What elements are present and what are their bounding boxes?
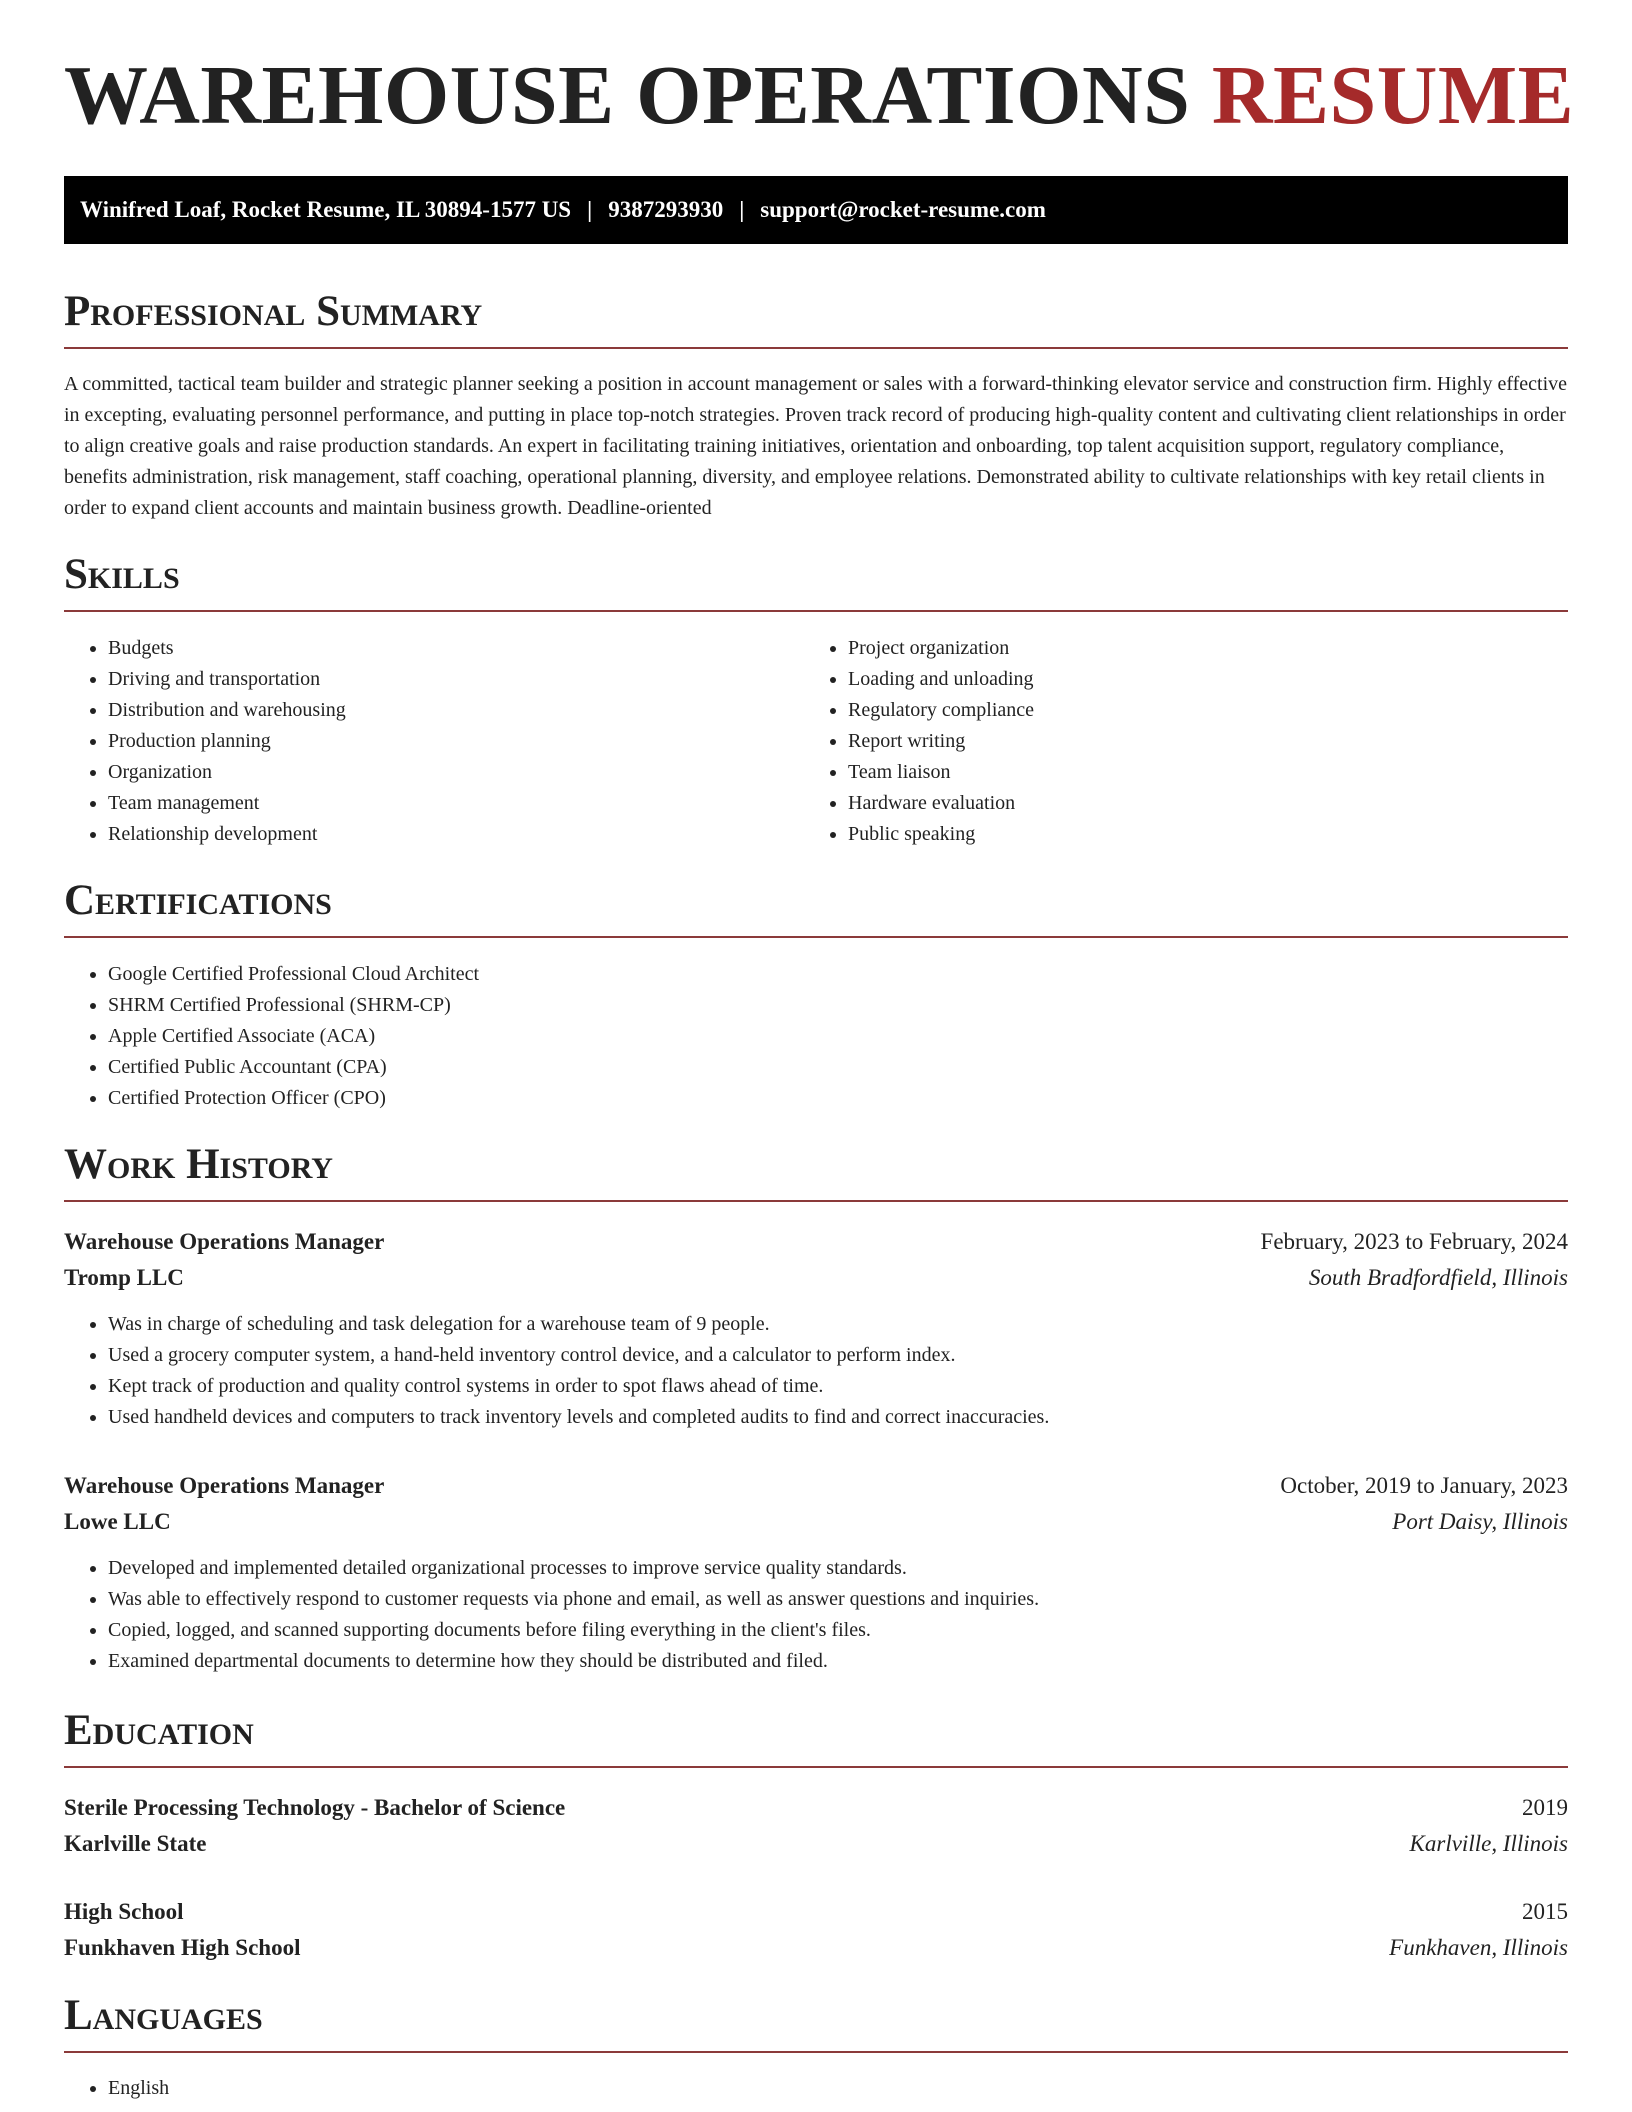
job-title: Warehouse Operations Manager bbox=[64, 1473, 385, 1498]
education-degree: Sterile Processing Technology - Bachelor of Science bbox=[64, 1795, 566, 1820]
education-entry bbox=[64, 1790, 1568, 1862]
skills-list-right bbox=[804, 633, 1548, 850]
job-location: Port Daisy, Illinois bbox=[1392, 1509, 1568, 1534]
job-location: South Bradfordfield, Illinois bbox=[1308, 1265, 1568, 1290]
contact-bar bbox=[64, 176, 1568, 244]
certification-item: • Certified Protection Officer (CPO) bbox=[108, 1083, 1508, 1114]
work-heading: Work History bbox=[64, 1143, 1568, 1202]
contact-separator: | bbox=[739, 197, 745, 222]
certification-item: • Certified Public Accountant (CPA) bbox=[108, 1052, 1508, 1083]
education-year: 2019 bbox=[1522, 1795, 1568, 1820]
skill-item: • Public speaking bbox=[848, 819, 1548, 850]
job-duties bbox=[64, 1309, 1568, 1433]
skill-item: • Distribution and warehousing bbox=[108, 695, 808, 726]
education-location: Karlville, Illinois bbox=[1409, 1831, 1568, 1856]
job-duty: • Used a grocery computer system, a hand-held inventory control device, and a calculator to perform index. bbox=[108, 1340, 1568, 1371]
skill-item: • Relationship development bbox=[108, 819, 808, 850]
skills-list-left bbox=[64, 633, 808, 850]
languages-list bbox=[64, 2073, 808, 2104]
skill-item: • Team liaison bbox=[848, 757, 1548, 788]
job-company: Tromp LLC bbox=[64, 1265, 184, 1290]
skill-item: • Regulatory compliance bbox=[848, 695, 1548, 726]
education-year: 2015 bbox=[1522, 1899, 1568, 1924]
education-entry bbox=[64, 1894, 1568, 1966]
skill-item: • Team management bbox=[108, 788, 808, 819]
job-title: Warehouse Operations Manager bbox=[64, 1229, 385, 1254]
skill-item: • Loading and unloading bbox=[848, 664, 1548, 695]
skill-item: • Hardware evaluation bbox=[848, 788, 1548, 819]
education-location: Funkhaven, Illinois bbox=[1389, 1935, 1568, 1960]
skill-item: • Budgets bbox=[108, 633, 808, 664]
summary-text: A committed, tactical team builder and strategic planner seeking a position in account management or sales with a forward-thinking elevator service and construction firm. Highly effective in excepting, evaluating personnel performance, and putting in place top-notch strategies. Proven track record of producing high-quality content and cultivating client relationships in order to align creative goals and raise production standards. An expert in facilitating training initiatives, orientation and onboarding, top talent acquisition support, regulatory compliance, benefits administration, risk management, staff coaching, operational planning, diversity, and employee relations. Demonstrated ability to cultivate relationships with key retail clients in order to expand client accounts and maintain business growth. Deadline-oriented bbox=[64, 373, 1568, 519]
contact-address: Winifred Loaf, Rocket Resume, IL 30894-1577 US bbox=[80, 197, 572, 222]
job-duty: • Examined departmental documents to determine how they should be distributed and filed. bbox=[108, 1646, 1568, 1677]
skill-item: • Organization bbox=[108, 757, 808, 788]
education-degree: High School bbox=[64, 1899, 184, 1924]
job-duty: • Was in charge of scheduling and task delegation for a warehouse team of 9 people. bbox=[108, 1309, 1568, 1340]
education-school: Karlville State bbox=[64, 1831, 207, 1856]
skill-item: • Report writing bbox=[848, 726, 1548, 757]
skill-item: • Production planning bbox=[108, 726, 808, 757]
certification-item: • Google Certified Professional Cloud Architect bbox=[108, 959, 1508, 990]
certification-item: • SHRM Certified Professional (SHRM-CP) bbox=[108, 990, 1508, 1021]
title-accent: RESUME bbox=[1211, 49, 1575, 142]
job-duty: • Was able to effectively respond to customer requests via phone and email, as well as answer questions and inquiries. bbox=[108, 1584, 1568, 1615]
job-duties bbox=[64, 1553, 1568, 1677]
job-dates: October, 2019 to January, 2023 bbox=[1280, 1473, 1568, 1498]
contact-phone: 9387293930 bbox=[608, 197, 724, 222]
job-entry bbox=[64, 1224, 1568, 1296]
summary-heading: Professional Summary bbox=[64, 290, 1568, 349]
skill-item: • Driving and transportation bbox=[108, 664, 808, 695]
resume-title bbox=[64, 0, 1575, 142]
job-duty: • Developed and implemented detailed organizational processes to improve service quality standards. bbox=[108, 1553, 1568, 1584]
job-dates: February, 2023 to February, 2024 bbox=[1260, 1229, 1568, 1254]
language-item: • English bbox=[108, 2073, 808, 2104]
skills-heading: Skills bbox=[64, 553, 1568, 612]
contact-separator: | bbox=[587, 197, 593, 222]
education-heading: Education bbox=[64, 1709, 1568, 1768]
contact-email[interactable]: support@rocket-resume.com bbox=[760, 197, 1046, 222]
job-duty: • Used handheld devices and computers to track inventory levels and completed audits to find and correct inaccuracies. bbox=[108, 1402, 1568, 1433]
certifications-list bbox=[64, 959, 1508, 1114]
resume-page bbox=[64, 0, 1575, 2099]
certifications-heading: Certifications bbox=[64, 879, 1568, 938]
education-school: Funkhaven High School bbox=[64, 1935, 301, 1960]
job-company: Lowe LLC bbox=[64, 1509, 171, 1534]
skill-item: • Project organization bbox=[848, 633, 1548, 664]
job-duty: • Kept track of production and quality control systems in order to spot flaws ahead of time. bbox=[108, 1371, 1568, 1402]
languages-heading: Languages bbox=[64, 1994, 1568, 2053]
job-entry bbox=[64, 1468, 1568, 1540]
certification-item: • Apple Certified Associate (ACA) bbox=[108, 1021, 1508, 1052]
title-main: WAREHOUSE OPERATIONS bbox=[64, 49, 1191, 142]
job-duty: • Copied, logged, and scanned supporting documents before filing everything in the client's files. bbox=[108, 1615, 1568, 1646]
